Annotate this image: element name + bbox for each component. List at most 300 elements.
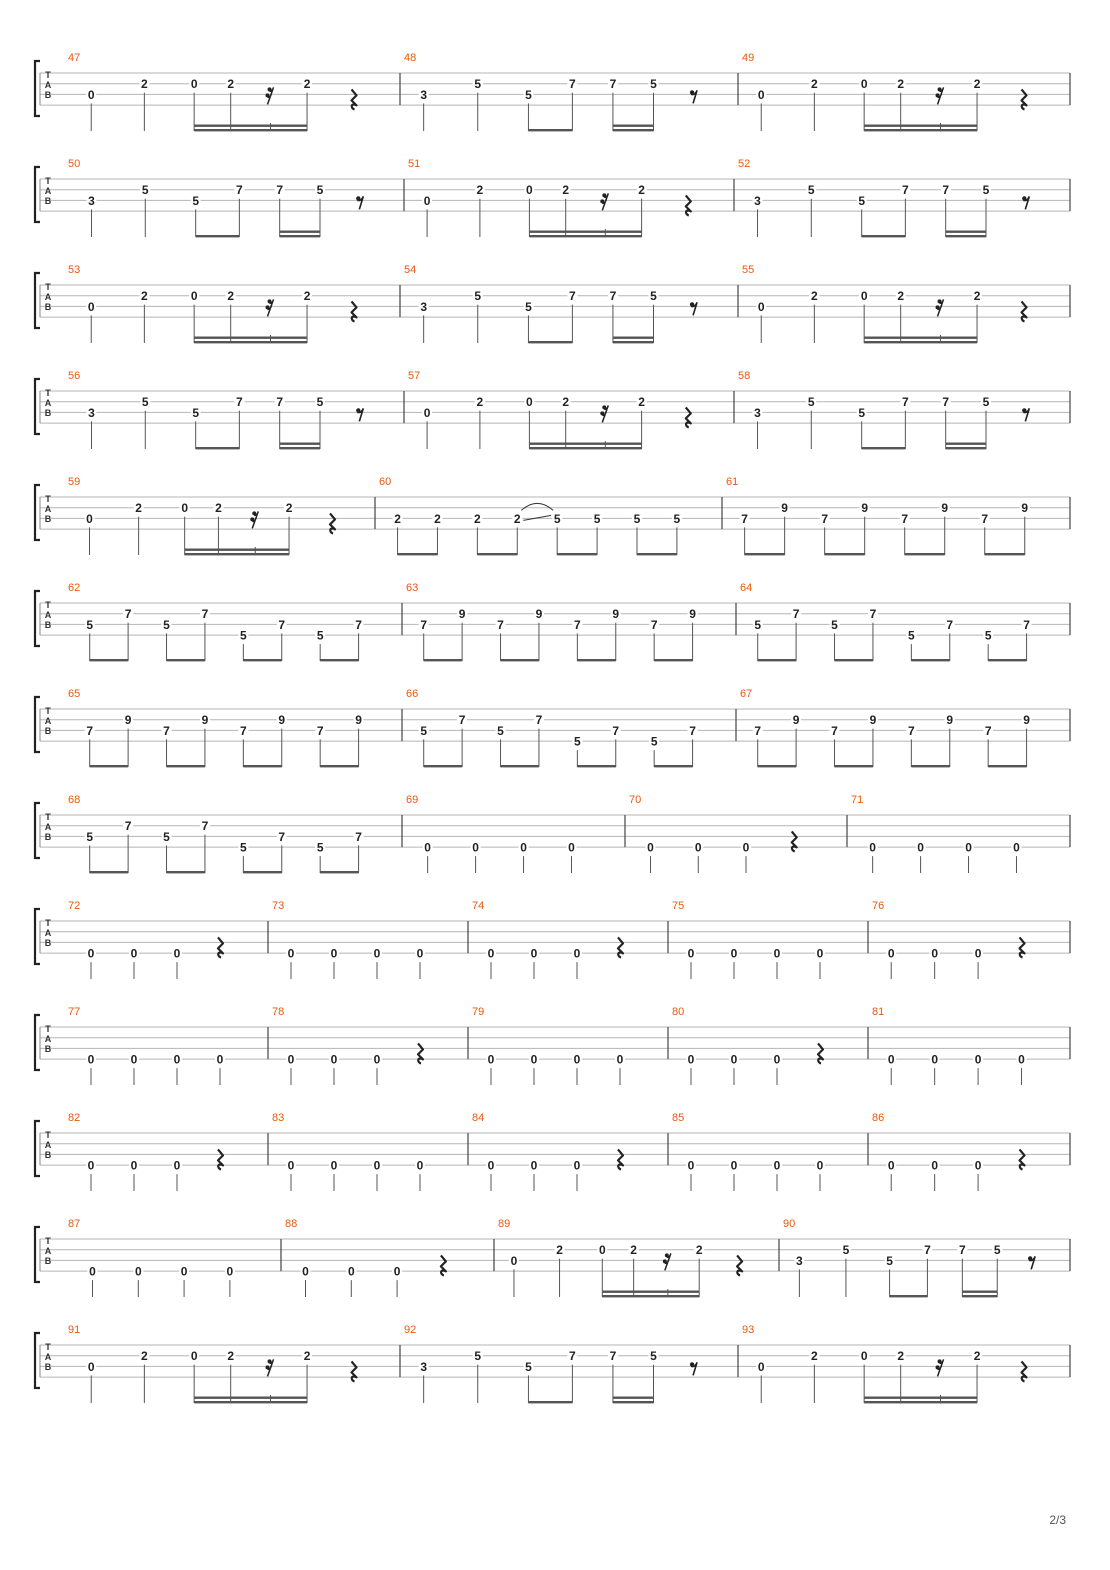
fret-number: 2	[474, 511, 481, 526]
tab-system	[35, 1006, 1070, 1085]
fret-number: 0	[573, 1158, 581, 1173]
fret-number: 2	[811, 1349, 818, 1364]
fret-number: 7	[650, 617, 658, 632]
fret-number: 0	[816, 946, 824, 961]
fret-number: 7	[984, 723, 992, 738]
measure	[406, 582, 698, 661]
tab-clef-letter: T	[45, 1342, 51, 1352]
beam	[654, 765, 692, 767]
fret-number: 0	[860, 77, 868, 92]
fret-number: 0	[87, 1158, 95, 1173]
tab-clef-letter: T	[45, 706, 51, 716]
fret-number: 2	[394, 511, 401, 526]
fret-number: 5	[316, 840, 324, 855]
measure-number: 87	[68, 1218, 81, 1230]
fret-number: 0	[510, 1253, 518, 1268]
measure-number: 63	[406, 582, 419, 594]
beam	[477, 553, 517, 555]
fret-number: 0	[86, 511, 93, 526]
fret-number: 5	[420, 723, 428, 738]
fret-number: 0	[1013, 840, 1020, 855]
beam-secondary	[185, 549, 289, 551]
measure	[672, 900, 825, 979]
system-bracket	[35, 1227, 40, 1282]
beam	[243, 659, 281, 661]
beam	[90, 659, 128, 661]
fret-number: 7	[831, 723, 838, 738]
beam	[577, 659, 615, 661]
fret-number: 7	[569, 77, 576, 92]
fret-number: 0	[887, 946, 895, 961]
measure	[68, 52, 357, 131]
fret-number: 0	[87, 87, 95, 102]
fret-number: 0	[416, 946, 424, 961]
quarter-rest	[618, 1149, 623, 1169]
measure-number: 73	[272, 900, 285, 912]
fret-number: 5	[886, 1253, 893, 1268]
measure-number: 93	[742, 1324, 755, 1336]
beam	[758, 659, 796, 661]
system-bracket	[35, 1333, 40, 1388]
beam	[654, 659, 692, 661]
measure	[68, 900, 223, 979]
beam	[90, 765, 128, 767]
beam-secondary	[529, 231, 641, 233]
fret-number: 0	[330, 1158, 338, 1173]
measure-number: 47	[68, 52, 81, 64]
fret-number: 0	[330, 946, 338, 961]
fret-number: 0	[647, 840, 654, 855]
measure	[872, 900, 1025, 979]
fret-number: 7	[535, 713, 543, 728]
fret-number: 7	[901, 511, 909, 526]
measure-number: 51	[408, 158, 421, 170]
quarter-rest	[618, 937, 623, 957]
tab-clef-letter: A	[44, 1352, 52, 1362]
beam	[864, 129, 977, 131]
beam-secondary	[946, 443, 986, 445]
fret-number: 5	[163, 829, 170, 844]
fret-number: 2	[562, 183, 570, 198]
beam-secondary	[962, 1291, 997, 1293]
fret-number: 0	[694, 840, 702, 855]
fret-number: 2	[638, 395, 645, 410]
measure-number: 90	[783, 1218, 796, 1230]
fret-number: 0	[347, 1264, 355, 1279]
beam	[280, 447, 320, 449]
fret-number: 9	[278, 713, 286, 728]
measure-number: 81	[872, 1006, 885, 1018]
fret-number: 7	[497, 617, 504, 632]
beam	[320, 871, 358, 873]
beam-secondary	[280, 231, 320, 233]
fret-number: 2	[513, 511, 521, 526]
quarter-rest	[792, 831, 797, 851]
fret-number: 7	[458, 713, 466, 728]
fret-number: 0	[173, 1158, 181, 1173]
fret-number: 2	[135, 501, 142, 516]
fret-number: 5	[316, 183, 324, 198]
fret-number: 7	[869, 607, 877, 622]
quarter-rest	[1020, 937, 1025, 957]
beam	[988, 659, 1026, 661]
measure	[406, 688, 698, 767]
measure	[498, 1218, 742, 1297]
fret-number: 7	[278, 617, 286, 632]
measure	[68, 1324, 357, 1403]
fret-number: 7	[276, 183, 284, 198]
beam	[613, 341, 654, 343]
beam	[167, 765, 205, 767]
beam	[825, 553, 865, 555]
beam-secondary	[194, 125, 307, 127]
fret-number: 0	[302, 1264, 309, 1279]
tab-system	[35, 158, 1070, 237]
measure-number: 68	[68, 794, 81, 806]
measure-number: 52	[738, 158, 751, 170]
measure	[742, 1324, 1027, 1403]
tab-clef-letter: B	[44, 196, 52, 206]
fret-number: 9	[612, 607, 620, 622]
fret-number: 0	[816, 1158, 824, 1173]
measure	[408, 158, 691, 237]
beam	[196, 447, 240, 449]
measure-number: 78	[272, 1006, 285, 1018]
fret-number: 0	[730, 1052, 738, 1067]
fret-number: 5	[993, 1243, 1001, 1258]
measure-number: 61	[726, 476, 739, 488]
tab-clef-letter: B	[44, 1256, 52, 1266]
measure	[272, 1112, 425, 1191]
beam	[835, 765, 873, 767]
fret-number: 5	[240, 840, 247, 855]
system-bracket	[35, 1015, 40, 1070]
fret-number: 5	[593, 511, 601, 526]
measure	[738, 370, 1029, 449]
fret-number: 5	[858, 405, 866, 420]
fret-number: 0	[87, 299, 95, 314]
beam-secondary	[946, 231, 986, 233]
tab-clef-letter: T	[45, 600, 51, 610]
beam	[613, 129, 654, 131]
measure-number: 76	[872, 900, 885, 912]
measure	[404, 52, 697, 131]
fret-number: 0	[130, 946, 138, 961]
quarter-rest	[1022, 89, 1027, 109]
system-bracket	[35, 909, 40, 964]
measure	[740, 688, 1032, 767]
fret-number: 5	[984, 628, 992, 643]
fret-number: 0	[134, 1264, 142, 1279]
fret-number: 7	[278, 829, 286, 844]
fret-number: 5	[650, 1349, 657, 1364]
beam	[243, 765, 281, 767]
beam	[946, 447, 986, 449]
beam	[985, 553, 1025, 555]
measure-number: 85	[672, 1112, 685, 1124]
fret-number: 0	[520, 840, 527, 855]
measure	[738, 158, 1029, 237]
fret-number: 0	[974, 1052, 982, 1067]
beam	[862, 447, 906, 449]
fret-number: 0	[974, 1158, 982, 1173]
tab-clef-letter: B	[44, 938, 52, 948]
tab-clef-letter: A	[44, 716, 52, 726]
beam	[557, 553, 597, 555]
measure-number: 62	[68, 582, 81, 594]
measure-number: 88	[285, 1218, 298, 1230]
fret-number: 7	[946, 617, 954, 632]
fret-number: 7	[163, 723, 170, 738]
tab-clef-letter: B	[44, 620, 52, 630]
tab-clef-letter: A	[44, 1034, 52, 1044]
fret-number: 0	[598, 1243, 606, 1258]
measure	[740, 582, 1032, 661]
fret-number: 7	[276, 395, 284, 410]
measure-number: 86	[872, 1112, 885, 1124]
fret-number: 7	[609, 289, 617, 304]
measure	[68, 370, 363, 449]
fret-number: 9	[941, 501, 949, 516]
measure	[272, 900, 425, 979]
tab-clef-letter: A	[44, 398, 52, 408]
measure-number: 84	[472, 1112, 485, 1124]
fret-number: 5	[807, 183, 815, 198]
tie-arc	[521, 503, 553, 510]
measure	[68, 264, 357, 343]
page-number: 2/3	[1049, 1513, 1066, 1527]
beam-secondary	[613, 337, 654, 339]
measure	[272, 1006, 423, 1085]
fret-number: 3	[420, 299, 428, 314]
quarter-rest	[818, 1043, 823, 1063]
measure-number: 72	[68, 900, 81, 912]
beam	[167, 659, 205, 661]
tab-system	[35, 370, 1070, 449]
measure-number: 65	[68, 688, 81, 700]
tab-clef-letter: T	[45, 812, 51, 822]
fret-number: 2	[897, 289, 905, 304]
fret-number: 2	[227, 289, 235, 304]
fret-number: 9	[1021, 501, 1029, 516]
measure-number: 71	[851, 794, 864, 806]
fret-number: 9	[201, 713, 209, 728]
beam-secondary	[864, 125, 977, 127]
fret-number: 7	[124, 819, 132, 834]
beam	[577, 765, 615, 767]
fret-number: 0	[887, 1052, 895, 1067]
fret-number: 0	[757, 1359, 765, 1374]
fret-number: 9	[869, 713, 877, 728]
beam	[862, 235, 906, 237]
quarter-rest	[218, 937, 223, 957]
fret-number: 9	[781, 501, 788, 516]
fret-number: 3	[420, 87, 428, 102]
fret-number: 7	[609, 1349, 617, 1364]
fret-number: 0	[180, 1264, 188, 1279]
beam	[864, 341, 977, 343]
fret-number: 0	[173, 946, 181, 961]
fret-number: 0	[887, 1158, 895, 1173]
quarter-rest	[686, 195, 691, 215]
measure	[472, 900, 623, 979]
measure	[851, 794, 1021, 873]
tab-clef-letter: B	[44, 1362, 52, 1372]
measure-number: 92	[404, 1324, 417, 1336]
tab-clef-letter: B	[44, 1044, 52, 1054]
measure-number: 89	[498, 1218, 511, 1230]
measure-number: 67	[740, 688, 753, 700]
beam	[528, 341, 572, 343]
fret-number: 0	[860, 1349, 868, 1364]
fret-number: 2	[303, 77, 311, 92]
tab-clef-letter: T	[45, 494, 51, 504]
fret-number: 5	[474, 289, 482, 304]
beam-secondary	[613, 1397, 654, 1399]
fret-number: 0	[393, 1264, 401, 1279]
fret-number: 7	[609, 77, 617, 92]
tab-clef-letter: T	[45, 1024, 51, 1034]
fret-number: 3	[420, 1359, 428, 1374]
fret-number: 0	[530, 1052, 538, 1067]
measure-number: 91	[68, 1324, 81, 1336]
fret-number: 0	[757, 299, 765, 314]
tab-clef-letter: A	[44, 186, 52, 196]
beam-secondary	[613, 125, 654, 127]
measure-number: 79	[472, 1006, 485, 1018]
fret-number: 0	[190, 1349, 198, 1364]
fret-number: 7	[942, 183, 950, 198]
fret-number: 9	[946, 713, 954, 728]
quarter-rest	[218, 1149, 223, 1169]
beam	[835, 659, 873, 661]
fret-number: 7	[612, 723, 620, 738]
fret-number: 9	[355, 713, 362, 728]
fret-number: 5	[574, 734, 581, 749]
measure	[379, 476, 682, 555]
fret-number: 0	[917, 840, 924, 855]
fret-number: 5	[525, 87, 532, 102]
fret-number: 2	[897, 77, 905, 92]
measure	[872, 1112, 1025, 1191]
measure	[68, 794, 364, 873]
fret-number: 7	[924, 1243, 931, 1258]
fret-number: 2	[638, 183, 645, 198]
fret-number: 5	[982, 395, 990, 410]
beam	[185, 553, 289, 555]
fret-number: 0	[373, 946, 381, 961]
system-bracket	[35, 485, 40, 540]
measure-number: 66	[406, 688, 419, 700]
beam-secondary	[529, 443, 641, 445]
fret-number: 5	[908, 628, 915, 643]
fret-number: 0	[730, 946, 738, 961]
measure-number: 54	[404, 264, 417, 276]
tab-system	[35, 264, 1070, 343]
fret-number: 7	[908, 723, 915, 738]
fret-number: 7	[754, 723, 762, 738]
fret-number: 0	[869, 840, 876, 855]
fret-number: 7	[942, 395, 950, 410]
fret-number: 2	[227, 77, 235, 92]
measure	[872, 1006, 1027, 1085]
fret-number: 0	[687, 1158, 695, 1173]
fret-number: 7	[792, 607, 800, 622]
fret-number: 5	[497, 723, 504, 738]
beam	[194, 1401, 307, 1403]
tab-system	[35, 1112, 1070, 1191]
quarter-rest	[441, 1255, 446, 1275]
fret-number: 2	[141, 77, 148, 92]
fret-number: 5	[316, 395, 324, 410]
fret-number: 9	[124, 713, 132, 728]
beam-secondary	[864, 337, 977, 339]
fret-number: 7	[86, 723, 94, 738]
beam	[613, 1401, 654, 1403]
quarter-rest	[352, 1361, 357, 1381]
fret-number: 5	[650, 289, 657, 304]
fret-number: 5	[240, 628, 247, 643]
fret-number: 0	[530, 946, 538, 961]
fret-number: 0	[526, 395, 533, 410]
quarter-rest	[1022, 1361, 1027, 1381]
fret-number: 0	[730, 1158, 738, 1173]
fret-number: 0	[757, 87, 765, 102]
fret-number: 0	[687, 946, 695, 961]
measure	[726, 476, 1030, 555]
fret-number: 7	[569, 1349, 576, 1364]
fret-number: 7	[236, 183, 243, 198]
quarter-rest	[418, 1043, 423, 1063]
tab-clef-letter: T	[45, 918, 51, 928]
quarter-rest	[352, 301, 357, 321]
fret-number: 5	[141, 183, 149, 198]
tab-clef-letter: T	[45, 282, 51, 292]
fret-number: 3	[754, 405, 761, 420]
beam	[528, 1401, 572, 1403]
measure	[408, 370, 691, 449]
measure-number: 57	[408, 370, 421, 382]
fret-number: 0	[773, 946, 781, 961]
fret-number: 5	[650, 77, 657, 92]
fret-number: 0	[931, 1052, 939, 1067]
fret-number: 3	[88, 193, 95, 208]
fret-number: 7	[316, 723, 324, 738]
measure	[68, 1112, 223, 1191]
tab-clef-letter: A	[44, 1140, 52, 1150]
tab-clef-letter: T	[45, 388, 51, 398]
fret-number: 0	[130, 1052, 138, 1067]
beam	[280, 235, 320, 237]
fret-number: 5	[192, 405, 200, 420]
fret-number: 0	[687, 1052, 695, 1067]
fret-number: 0	[568, 840, 575, 855]
fret-number: 7	[355, 617, 362, 632]
fret-number: 9	[861, 501, 869, 516]
fret-number: 2	[303, 1349, 311, 1364]
fret-number: 2	[897, 1349, 905, 1364]
fret-number: 7	[981, 511, 989, 526]
measure-number: 70	[629, 794, 642, 806]
fret-number: 0	[472, 840, 479, 855]
fret-number: 5	[163, 617, 170, 632]
fret-number: 0	[373, 1052, 381, 1067]
fret-number: 0	[424, 840, 431, 855]
tab-clef-letter: T	[45, 176, 51, 186]
fret-number: 5	[650, 734, 658, 749]
fret-number: 5	[474, 77, 482, 92]
fret-number: 0	[287, 1158, 295, 1173]
